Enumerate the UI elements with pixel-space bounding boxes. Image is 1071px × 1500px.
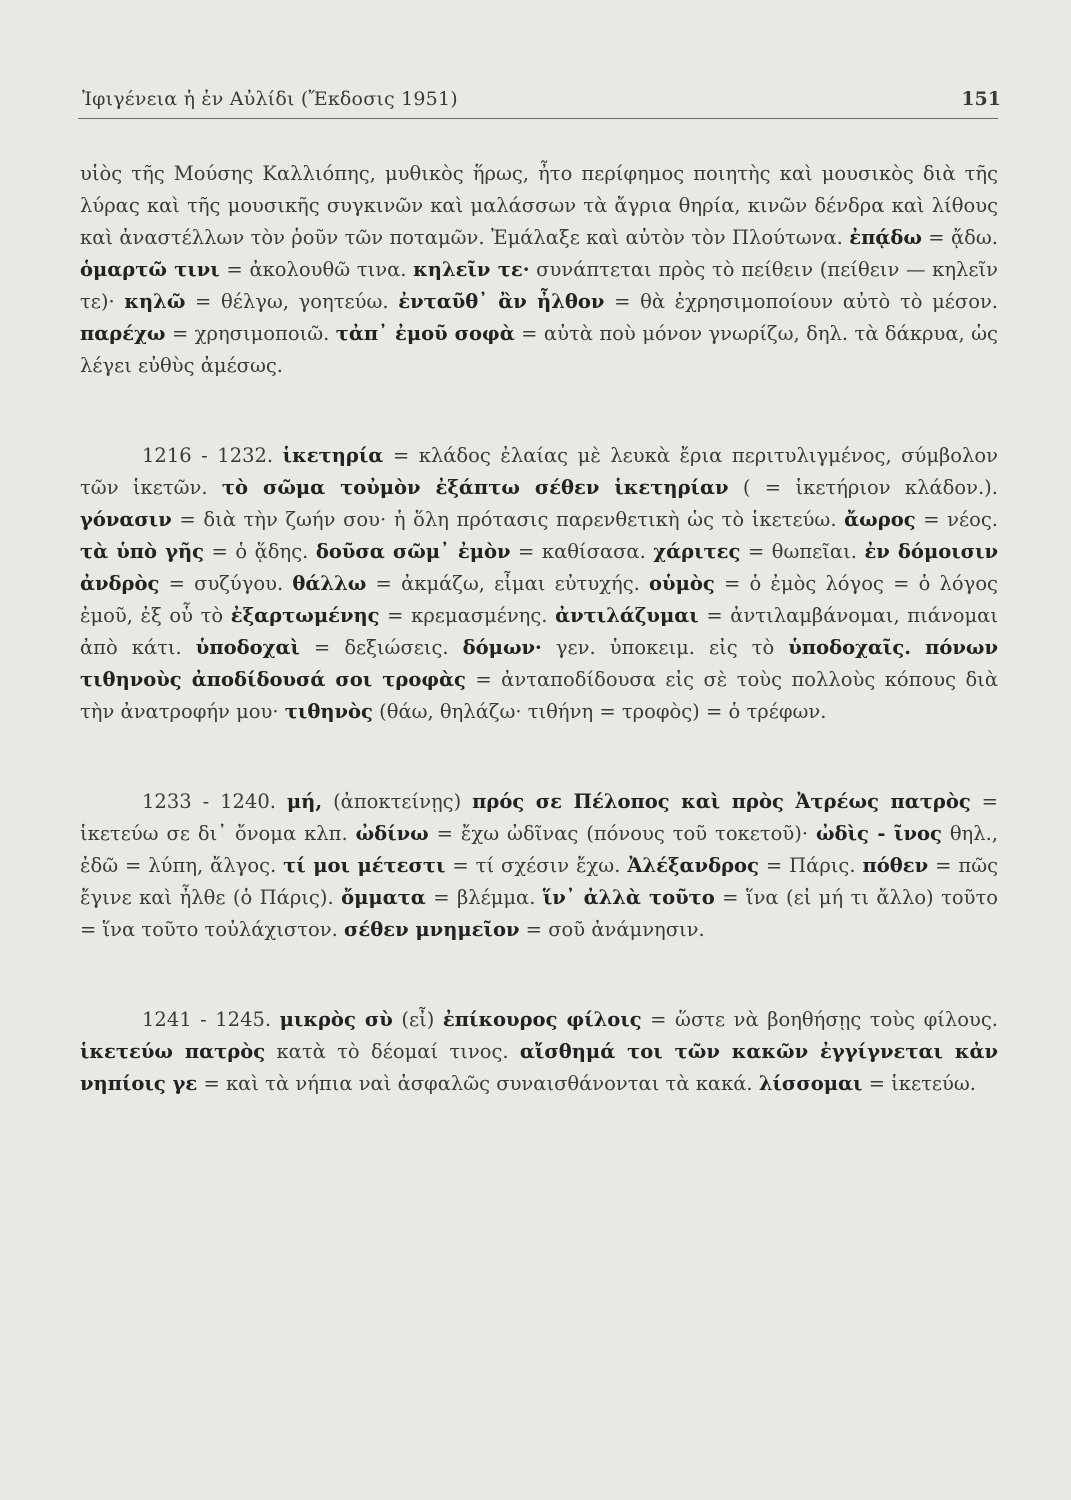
commentary-paragraph <box>80 1004 998 1100</box>
lemma: τί μοι μέτεστι <box>283 854 446 877</box>
gloss-text: = χρησιμοποιῶ. <box>165 322 336 345</box>
lemma: ἐν δόμοισιν ἀνδρὸς <box>80 540 998 595</box>
lemma: ὠδὶς - ῖνος <box>815 822 942 845</box>
lemma: κηλῶ <box>124 290 186 313</box>
lemma: δόμων· <box>462 636 542 659</box>
gloss-text: = ἔχω ὠδῖνας (πόνους τοῦ τοκετοῦ)· <box>428 822 816 845</box>
lemma: ἐπίκουρος φίλοις <box>442 1008 642 1031</box>
gloss-text: = διὰ τὴν ζωήν σου· ἡ ὅλη πρότασις παρενθετικὴ ὡς τὸ ἱκετεύω. <box>171 508 845 531</box>
lemma: ἱκετεύω πατρὸς <box>80 1040 266 1063</box>
gloss-text: = ἀκολουθῶ τινα. <box>219 258 414 281</box>
lemma: παρέχω <box>80 322 166 345</box>
lemma: ἐξαρτωμένης <box>230 604 380 627</box>
lemma: μή, <box>286 790 323 813</box>
gloss-text: = νέος. <box>915 508 998 531</box>
lemma: μικρὸς σὺ <box>279 1008 393 1031</box>
commentary-paragraph <box>80 440 998 728</box>
lemma: γόνασιν <box>80 508 172 531</box>
lemma: ἐπᾴδω <box>849 226 922 249</box>
lemma: ἐνταῦθ᾽ ἂν ἦλθον <box>398 290 605 313</box>
line-range-number: 1233 - 1240. <box>142 790 287 813</box>
lemma: πόνων τιθηνοὺς ἀποδίδουσά σοι τροφὰς <box>80 636 998 691</box>
gloss-text: = θὰ ἐχρησιμοποίουν αὐτὸ τὸ μέσον. <box>604 290 999 313</box>
gloss-text: = θωπεῖαι. <box>740 540 865 563</box>
gloss-text: = κρεμασμένης. <box>379 604 556 627</box>
line-range-number: 1241 - 1245. <box>142 1008 280 1031</box>
gloss-text: = θέλγω, γοητεύω. <box>185 290 399 313</box>
gloss-text: υἱὸς τῆς Μούσης Καλλιόπης, μυθικὸς ἥρως, ἦτο περίφημος ποιητὴς καὶ μουσικὸς διὰ τῆς λύρας καὶ τῆς μουσικῆς συγκινῶν καὶ μαλάσσων τὰ ἄγρια θηρία, κινῶν δένδρα καὶ λίθους καὶ ἀναστέλλων τὸν ῥοῦν τῶν ποταμῶν. Ἐμάλαξε καὶ αὐτὸν τὸν Πλούτωνα. <box>80 162 998 249</box>
lemma: κηλεῖν τε· <box>413 258 530 281</box>
gloss-text: = συζύγου. <box>159 572 293 595</box>
lemma: ἵν᾽ ἀλλὰ τοῦτο <box>542 886 715 909</box>
lemma: ἄωρος <box>844 508 916 531</box>
lemma: θάλλω <box>292 572 367 595</box>
gloss-text: (ἀποκτείνῃς) <box>322 790 473 813</box>
header-title: Ἰφιγένεια ἡ ἐν Αὐλίδι (Ἔκδοσις 1951) <box>82 88 458 110</box>
gloss-text: = ᾄδω. <box>921 226 999 249</box>
gloss-text: ( = ἱκετήριον κλάδον.). <box>728 476 998 499</box>
gloss-text: = πῶς ἔγινε καὶ ἦλθε (ὁ Πάρις). <box>80 854 999 909</box>
commentary-body <box>80 158 998 1158</box>
page-number: 151 <box>961 88 1001 110</box>
gloss-text: = ἀντιλαμβάνομαι, πιάνομαι ἀπὸ κάτι. <box>80 604 998 659</box>
lemma: τἀπ᾽ ἐμοῦ σοφὰ <box>335 322 515 345</box>
gloss-text: = κλάδος ἐλαίας μὲ λευκὰ ἔρια περιτυλιγμένος, σύμβολον τῶν ἱκετῶν. <box>80 444 998 499</box>
line-range-number: 1216 - 1232. <box>142 444 283 467</box>
gloss-text: = ὁ ἐμὸς λόγος = ὁ λόγος ἐμοῦ, ἐξ οὗ τὸ <box>80 572 998 627</box>
gloss-text: = ἱκετεύω. <box>862 1072 976 1095</box>
gloss-text: = ἱκετεύω σε δι᾽ ὄνομα κλπ. <box>80 790 998 845</box>
lemma: ὑποδοχαὶ <box>195 636 300 659</box>
gloss-text: θηλ., ἐδῶ = λύπη, ἄλγος. <box>80 822 998 877</box>
gloss-text: = ἀκμάζω, εἶμαι εὐτυχής. <box>366 572 650 595</box>
lemma: χάριτες <box>653 540 741 563</box>
lemma: ὄμματα <box>341 886 426 909</box>
lemma: τὸ σῶμα τοὐμὸν ἐξάπτω σέθεν ἱκετηρίαν <box>221 476 729 499</box>
running-header <box>78 88 1001 119</box>
lemma: ἱκετηρία <box>282 444 384 467</box>
lemma: ὠδίνω <box>355 822 429 845</box>
gloss-text: (εἶ) <box>392 1008 443 1031</box>
lemma: οὑμὸς <box>649 572 715 595</box>
lemma: ὑποδοχαῖς. <box>788 636 912 659</box>
lemma: σέθεν μνημεῖον <box>343 918 520 941</box>
commentary-paragraph <box>80 786 998 946</box>
gloss-text: = ὥστε νὰ βοηθήσῃς τοὺς φίλους. <box>641 1008 998 1031</box>
lemma: ἀντιλάζυμαι <box>555 604 699 627</box>
gloss-text: γεν. ὑποκειμ. εἰς τὸ <box>541 636 789 659</box>
gloss-text: = καὶ τὰ νήπια ναὶ ἀσφαλῶς συναισθάνονται τὰ κακά. <box>197 1072 759 1095</box>
gloss-text: = σοῦ ἀνάμνησιν. <box>519 918 705 941</box>
gloss-text: συνάπτεται πρὸς τὸ πείθειν (πείθειν — κηλεῖν τε)· <box>80 258 998 313</box>
gloss-text: = ἵνα (εἰ μή τι ἄλλο) τοῦτο = ἵνα τοῦτο τοὐλάχιστον. <box>80 886 998 941</box>
gloss-text: = ἀνταποδίδουσα εἰς σὲ τοὺς πολλοὺς κόπους διὰ τὴν ἀνατροφήν μου· <box>80 668 998 723</box>
gloss-text: (θάω, θηλάζω· τιθήνη = τροφὸς) = ὁ τρέφων. <box>372 700 827 723</box>
lemma: ὁμαρτῶ τινι <box>80 258 220 281</box>
lemma: τὰ ὑπὸ γῆς <box>80 540 205 563</box>
gloss-text: = βλέμμα. <box>425 886 543 909</box>
lemma: πρός σε Πέλοπος καὶ πρὸς Ἀτρέως πατρὸς <box>472 790 971 813</box>
gloss-text <box>911 636 925 659</box>
lemma: λίσσομαι <box>758 1072 863 1095</box>
lemma: δοῦσα σῶμ᾽ ἐμὸν <box>315 540 511 563</box>
lemma: τιθηνὸς <box>284 700 373 723</box>
gloss-text: = Πάρις. <box>758 854 863 877</box>
gloss-text: = δεξιώσεις. <box>299 636 463 659</box>
lemma: πόθεν <box>862 854 929 877</box>
gloss-text: = ὁ ᾅδης. <box>204 540 316 563</box>
gloss-text: = καθίσασα. <box>510 540 654 563</box>
gloss-text: κατὰ τὸ δέομαί τινος. <box>265 1040 520 1063</box>
commentary-paragraph <box>80 158 998 382</box>
lemma: Ἀλέξανδρος <box>627 854 759 877</box>
gloss-text: = αὐτὰ ποὺ μόνον γνωρίζω, δηλ. τὰ δάκρυα, ὡς λέγει εὐθὺς ἀμέσως. <box>80 322 998 377</box>
gloss-text: = τί σχέσιν ἔχω. <box>445 854 628 877</box>
lemma: αἴσθημά τοι τῶν κακῶν ἐγγίγνεται κἀν νηπίοις γε <box>80 1040 998 1095</box>
